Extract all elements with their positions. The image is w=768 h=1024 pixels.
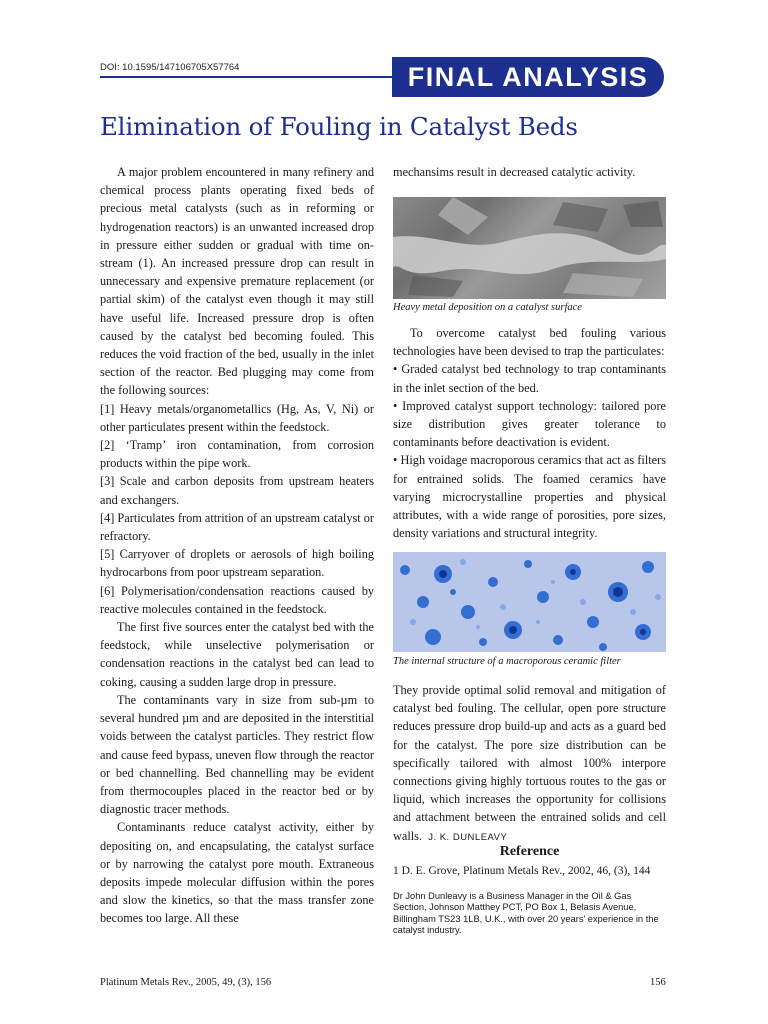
right-column-middle [393,324,666,542]
doi: DOI: 10.1595/147106705X57764 [100,62,240,73]
figure-caption: The internal structure of a macroporous ceramic filter [393,656,621,667]
paragraph: mechansims result in decreased catalytic activity. [393,165,636,179]
ceramic-structure-image [393,552,666,652]
paragraph [393,681,666,847]
paragraph-text: They provide optimal solid removal and mitigation of catalyst bed fouling. The cellular, open pore structure reduces pressure drop build-up and acts as a guard bed for the catalyst. The pore size distribution can be specifically tailored with almost 100% interpore connections giving highly tortuous routes to the gas or liquid, which increases the opportunity for collisions and attachment between the entrained solids and cell walls. [393,683,666,843]
paragraph: The first five sources enter the catalyst bed with the feedstock, while unselective polymerisation or condensation reactions in the catalyst bed can lead to coking, causing a sudden large drop in pressure. [100,620,374,689]
source-item: [3] Scale and carbon deposits from upstream heaters and exchangers. [100,474,374,507]
source-item: [1] Heavy metals/organometallics (Hg, As, V, Ni) or other particulates present within the feedstock. [100,401,374,434]
article-title: Elimination of Fouling in Catalyst Beds [100,112,578,141]
bullet-item: • Improved catalyst support technology: tailored pore size distribution gives greater tolerance to contaminants before deactivation is evident. [393,398,666,450]
paragraph: A major problem encountered in many refinery and chemical process plants operating fixed beds of precious metal catalysts (such as in reforming or hydrogenation reactors) is an unwanted increased drop in pressure either sudden or gradual with time on-stream (1). An increased pressure drop can result in unnecessary and expensive premature replacement (or partial skim) of the catalyst even though it may still have useful life. Increased pressure drop is often caused by the catalyst bed becoming fouled. This reduces the void fraction of the bed, usually in the inlet section of the reactor. Bed plugging may come from the following sources: [100,165,374,398]
bullet-item: • High voidage macroporous ceramics that act as filters for entrained solids. The foamed ceramics have varying microcrystalline properties and physical attributes, with a wide range of porosities, pore sizes, density variations and structural integrity. [393,453,666,541]
micrograph-image [393,197,666,299]
reference-heading: Reference [499,844,560,859]
left-column [100,163,374,928]
header-rule [100,76,410,78]
right-column-top [393,163,666,181]
right-column-bottom [393,681,666,847]
source-item: [6] Polymerisation/condensation reactions caused by reactive molecules contained in the feedstock. [100,583,374,616]
author-signature: J. K. DUNLEAVY [428,831,508,843]
catalyst-surface-photo [393,197,666,299]
paragraph: Contaminants reduce catalyst activity, either by depositing on, and encapsulating, the catalyst surface or by narrowing the catalyst pore mouth. Extraneous deposits impede molecular diffusion within the pores and slow the kinetics, so that the mass transfer zone becomes too large. All these [100,820,374,926]
ceramic-filter-photo [393,552,666,652]
reference-item: 1 D. E. Grove, Platinum Metals Rev., 2002, 46, (3), 144 [393,865,651,877]
paragraph: The contaminants vary in size from sub-µm to several hundred µm and are deposited in the interstitial voids between the catalyst particles. They restrict flow and cause feed bypass, uneven flow through the reactor or bed channelling. Bed channelling may be evident from thermocouples placed in the reactor bed or by diagnostic tracer methods. [100,692,374,817]
section-badge: FINAL ANALYSIS [392,57,664,97]
source-item: [4] Particulates from attrition of an upstream catalyst or refractory. [100,510,374,544]
source-item: [2] ‘Tramp’ iron contamination, from corrosion products within the pipe work. [100,438,374,471]
footer-citation: Platinum Metals Rev., 2005, 49, (3), 156 [100,977,272,988]
page-number: 156 [650,977,666,988]
figure-caption: Heavy metal deposition on a catalyst surface [393,302,582,313]
author-note: Dr John Dunleavy is a Business Manager in the Oil & Gas Section, Johnson Matthey PCT, PO Box 1, Belasis Avenue, Billingham TS23 1LB, U.K., with over 20 years’ experience in the catalyst industry. [393,891,659,935]
bullet-item: • Graded catalyst bed technology to trap contaminants in the inlet section of the bed. [393,362,666,395]
paragraph: To overcome catalyst bed fouling various technologies have been devised to trap the particulates: [393,326,666,359]
source-item: [5] Carryover of droplets or aerosols of high boiling hydrocarbons from poor upstream separation. [100,547,374,580]
